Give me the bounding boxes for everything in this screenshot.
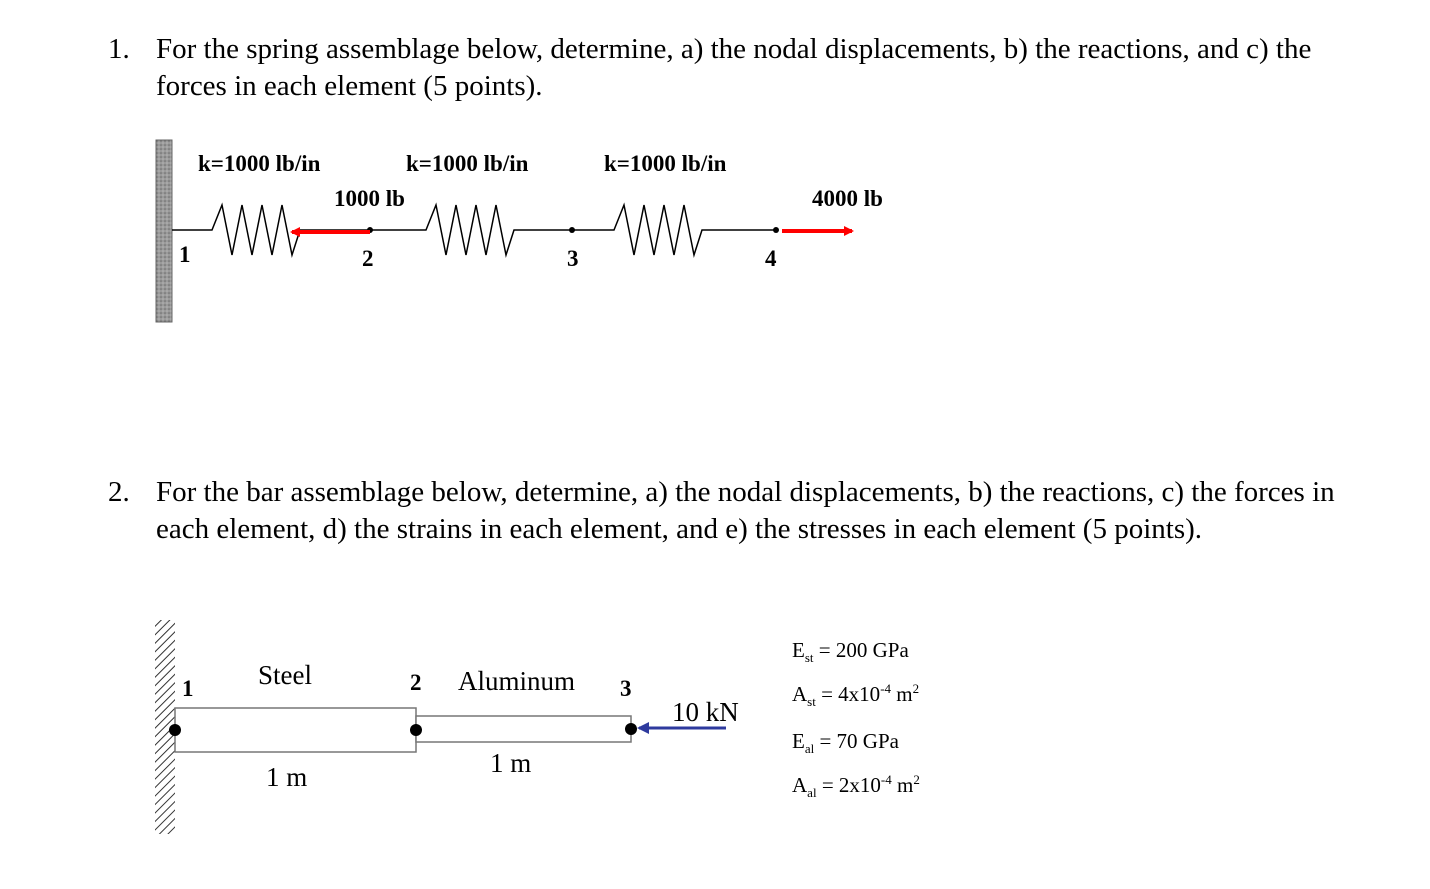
spring-element-3 bbox=[572, 205, 776, 255]
bar-node-2-label: 2 bbox=[410, 670, 422, 695]
steel-element-label: Steel bbox=[258, 660, 312, 690]
property-E-aluminum: $E_{al} = 70$ GPa bbox=[792, 729, 899, 756]
property-A-steel: $A_{st} = 4x10^{-4}$ $m^2$ bbox=[792, 681, 920, 709]
bar-node-1-label: 1 bbox=[182, 676, 194, 701]
load-10kN-label: 10 kN bbox=[672, 697, 739, 727]
spring-node-1-label: 1 bbox=[179, 242, 191, 267]
spring-node-4-label: 4 bbox=[765, 246, 777, 271]
bar-node-3-label: 3 bbox=[620, 676, 632, 701]
bar-node-2-dot bbox=[410, 724, 422, 736]
problem-1-number: 1. bbox=[108, 33, 130, 65]
aluminum-element-label: Aluminum bbox=[458, 666, 576, 696]
spring-node-2-dot bbox=[367, 227, 373, 233]
spring-node-3-label: 3 bbox=[567, 246, 579, 271]
spring-wall-support bbox=[156, 140, 172, 322]
problem-1-text: For the spring assemblage below, determine, a) the nodal displacements, b) the reactions, and c) the forces in each element (5 points). bbox=[156, 33, 1312, 102]
property-A-aluminum: $A_{al} = 2x10^{-4}$ $m^2$ bbox=[792, 772, 920, 800]
steel-bar-element bbox=[175, 708, 416, 752]
steel-length-label: 1 m bbox=[266, 762, 308, 792]
problem-2-number: 2. bbox=[108, 476, 130, 508]
bar-node-1-dot bbox=[169, 724, 181, 736]
spring-2-stiffness-label: k=1000 lb/in bbox=[406, 151, 529, 176]
spring-node-4-dot bbox=[773, 227, 779, 233]
property-E-steel: $E_{st} = 200$ GPa bbox=[792, 638, 909, 665]
load-1000lb-label: 1000 lb bbox=[334, 186, 405, 211]
aluminum-bar-element bbox=[416, 716, 631, 742]
bar-wall-support bbox=[155, 620, 175, 834]
spring-element-1 bbox=[172, 205, 370, 255]
load-4000lb-label: 4000 lb bbox=[812, 186, 883, 211]
spring-1-stiffness-label: k=1000 lb/in bbox=[198, 151, 321, 176]
spring-element-2 bbox=[370, 205, 572, 255]
problem-2-text: For the bar assemblage below, determine, a) the nodal displacements, b) the reactions, c) the forces in each element, d) the strains in each element, and e) the stresses in each element (5 points). bbox=[156, 476, 1335, 545]
spring-3-stiffness-label: k=1000 lb/in bbox=[604, 151, 727, 176]
bar-node-3-dot bbox=[625, 723, 637, 735]
aluminum-length-label: 1 m bbox=[490, 748, 532, 778]
spring-node-3-dot bbox=[569, 227, 575, 233]
spring-node-2-label: 2 bbox=[362, 246, 374, 271]
